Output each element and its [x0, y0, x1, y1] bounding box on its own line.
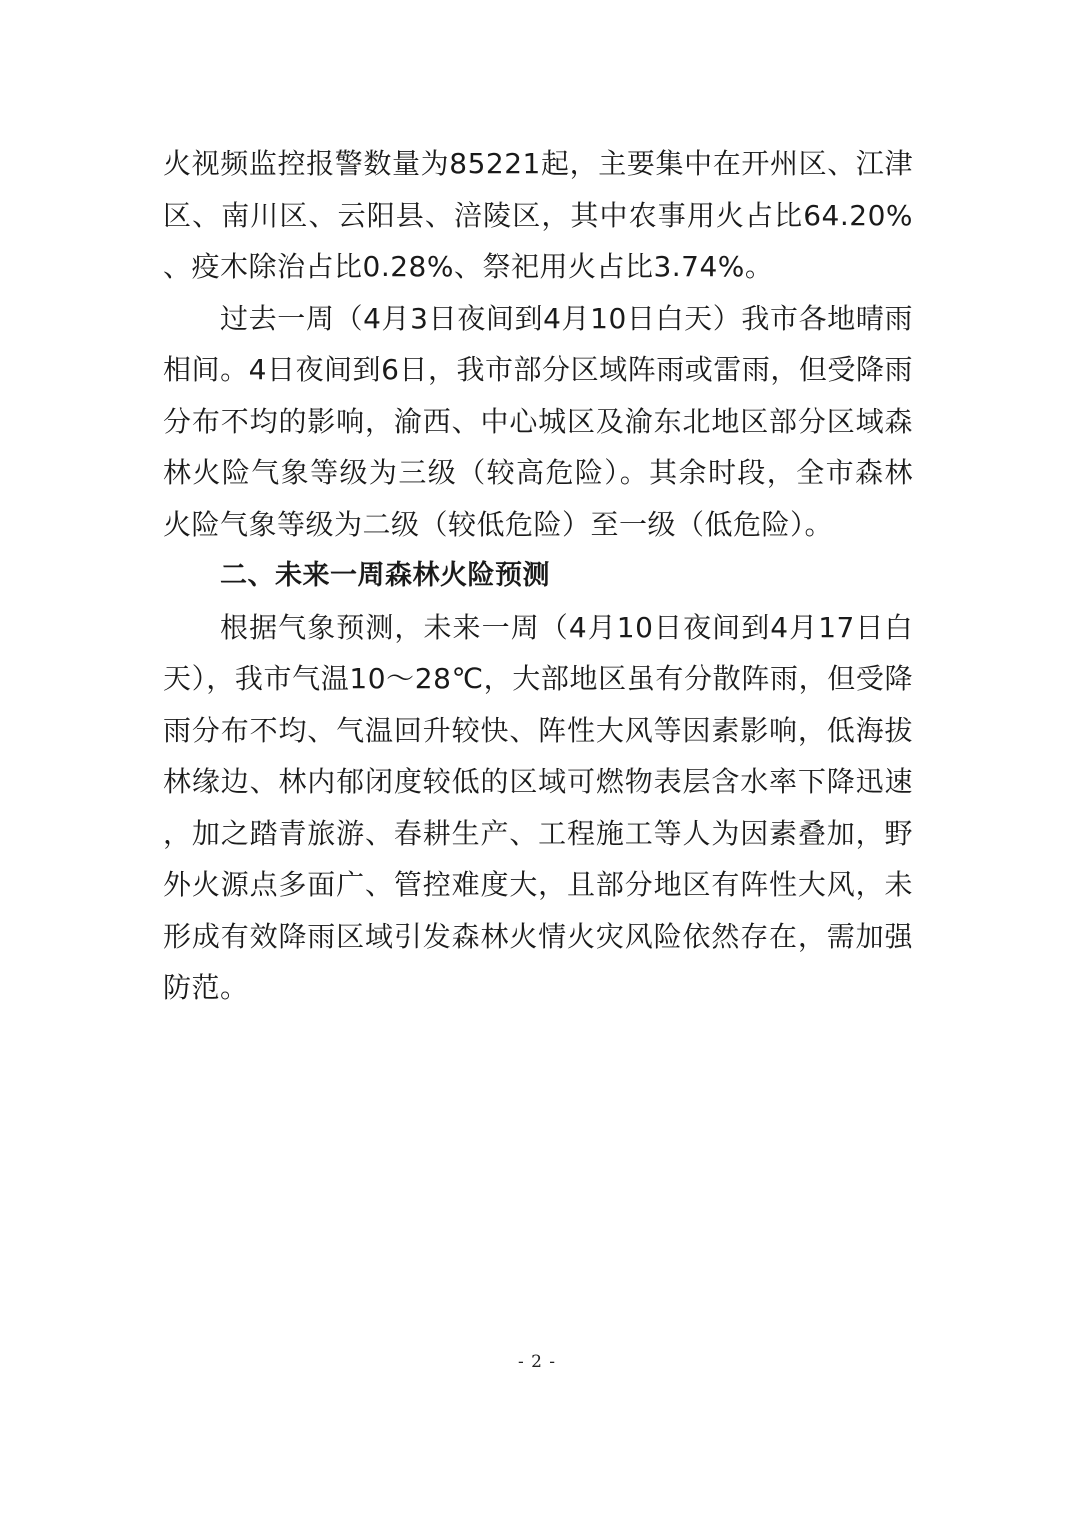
- document-body: [163, 138, 913, 1014]
- paragraph-forecast: 根据气象预测，未来一周（4月10日夜间到4月17日白天），我市气温10～28℃，大部地区虽有分散阵雨，但受降雨分布不均、气温回升较快、阵性大风等因素影响，低海拔林缘边、林内郁闭度较低的区域可燃物表层含水率下降迅速，加之踏青旅游、春耕生产、工程施工等人为因素叠加，野外火源点多面广、管控难度大，且部分地区有阵性大风，未形成有效降雨区域引发森林火情火灾风险依然存在，需加强防范。: [163, 610, 913, 1004]
- page-number: - 2 -: [517, 1352, 557, 1372]
- paragraph-past-week-weather: 过去一周（4月3日夜间到4月10日白天）我市各地晴雨相间。4日夜间到6日，我市部分区域阵雨或雷雨，但受降雨分布不均的影响，渝西、中心城区及渝东北地区部分区域森林火险气象等级为三级（较高危险）。其余时段，全市森林火险气象等级为二级（较低危险）至一级（低危险）。: [163, 301, 913, 541]
- section-heading: 二、未来一周森林火险预测: [220, 560, 550, 591]
- paragraph-alarm-statistics: 火视频监控报警数量为85221起，主要集中在开州区、江津区、南川区、云阳县、涪陵区，其中农事用火占比64.20%、疫木除治占比0.28%、祭祀用火占比3.74%。: [163, 147, 913, 283]
